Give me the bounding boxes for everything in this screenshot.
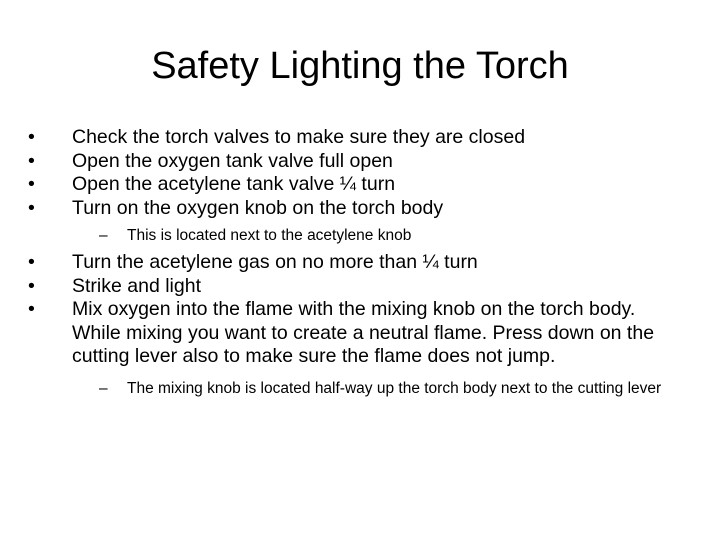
slide-title: Safety Lighting the Torch — [151, 45, 569, 87]
bullet-item — [28, 275, 688, 299]
dash-icon: – — [99, 227, 108, 244]
dash-icon: – — [99, 379, 108, 397]
bullet-item — [28, 150, 688, 174]
bullet-icon: • — [28, 126, 35, 148]
bullet-icon: • — [28, 173, 35, 195]
bullet-icon: • — [28, 251, 35, 273]
bullet-icon: • — [28, 196, 35, 219]
bullet-text: Check the torch valves to make sure they are closed — [72, 126, 526, 148]
bullet-item — [28, 126, 688, 150]
sub-bullet-item — [28, 226, 688, 245]
bullet-item — [28, 251, 688, 275]
bullet-text: Open the acetylene tank valve ¼ turn — [72, 173, 396, 195]
bullet-icon: • — [28, 274, 35, 297]
bullet-text: Strike and light — [72, 274, 201, 297]
slide-body — [28, 126, 688, 398]
bullet-icon: • — [28, 149, 35, 172]
bullet-icon: • — [28, 298, 35, 320]
sub-bullet-text: The mixing knob is located half-way up the torch body next to the cutting lever — [127, 379, 662, 397]
sub-bullet-text: This is located next to the acetylene knob — [127, 227, 412, 244]
bullet-text: Turn on the oxygen knob on the torch body — [72, 196, 444, 219]
bullet-item — [28, 298, 688, 369]
sub-bullet-item — [28, 379, 688, 398]
bullet-item — [28, 173, 688, 197]
bullet-text: Mix oxygen into the flame with the mixing knob on the torch body. While mixing you want to create a neutral flame. Press down on the cutting lever also to make sure the flame does not jump. — [72, 298, 655, 367]
bullet-text: Turn the acetylene gas on no more than ¼ turn — [72, 251, 478, 273]
bullet-text: Open the oxygen tank valve full open — [72, 149, 393, 172]
bullet-item — [28, 197, 688, 221]
